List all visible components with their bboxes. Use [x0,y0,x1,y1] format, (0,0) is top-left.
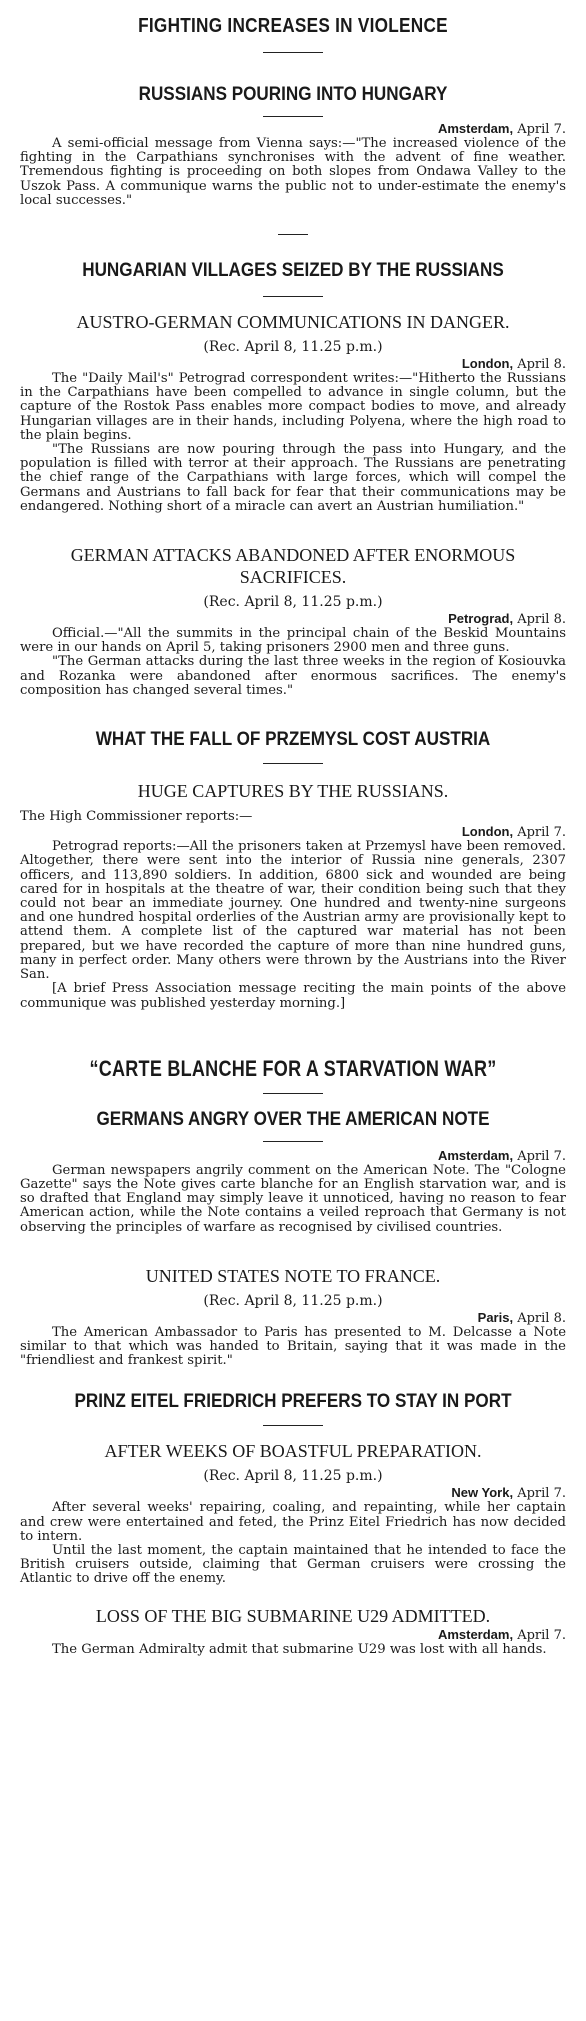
dateline [20,1627,566,1643]
secondary-headline: GERMANS ANGRY OVER THE AMERICAN NOTE [96,1108,490,1130]
dateline-place: Amsterdam, [437,1147,514,1163]
headline: HUNGARIAN VILLAGES SEIZED BY THE RUSSIANS [82,260,504,282]
article-russians-hungary [20,0,566,208]
paragraph: "The German attacks during the last three weeks in the region of Kosiouvka and Rozanka were abandoned after enormous sacrifices. The enemy's composition has changed several times." [20,654,566,698]
dateline-date: April 7. [517,1627,566,1643]
received-note: (Rec. April 8, 11.25 p.m.) [203,594,383,611]
dateline-place: New York, [451,1485,514,1501]
paragraph: [A brief Press Association message reciting the main points of the above communique was published yesterday morning.] [20,981,566,1011]
paragraph: A semi-official message from Vienna says:—"The increased violence of the fighting in the Carpathians synchronises with the advent of fine weather. Tremendous fighting is proceeding on both slopes from Ondawa Valley to the Uszok Pass. A communique warns the public not to under-estimate the enemy's local successes." [20,136,566,208]
paragraph: Official.—"All the summits in the principal chain of the Beskid Mountains were in our hands on April 5, taking prisoners 2900 men and three guns. [20,626,566,656]
paragraph: After several weeks' repairing, coaling, and repainting, while her captain and crew were entertained and feted, the Prinz Eitel Friedrich has now decided to intern. [20,1500,566,1544]
dateline-place: Petrograd, [448,611,514,627]
dateline-date: April 7. [517,825,566,841]
paragraph: "The Russians are now pouring through the pass into Hungary, and the population is filled with terror at their approach. The Russians are penetrating the chief range of the Carpathians with large forces, which will compel the Germans and Austrians to fall back for fear that their communications may be endangered. Nothing short of a miracle can avert an Austrian humiliation." [20,442,566,514]
article-german-attacks [20,544,566,698]
paragraph: German newspapers angrily comment on the American Note. The "Cologne Gazette" says the Note gives carte blanche for an English starvation war, and is so drafted that England may simply leave it unnoticed, having no reason to fear American action, while the Note contains a veiled reproach that Germany is not observing the principles of warfare as recognised by civilised countries. [20,1162,566,1235]
masthead-title: FIGHTING INCREASES IN VIOLENCE [138,15,448,37]
article-hungarian-villages [20,259,566,514]
paragraph: Until the last moment, the captain maintained that he intended to face the British cruisers outside, claiming that German cruisers were crossing the Atlantic to drive off the enemy. [20,1542,566,1587]
headline: WHAT THE FALL OF PRZEMYSL COST AUSTRIA [95,729,491,751]
article-prinz-eitel [20,1390,566,1586]
subheadline: HUGE CAPTURES BY THE RUSSIANS. [137,781,449,802]
dateline-date: April 7. [517,122,566,137]
article-przemysl [20,728,566,1011]
dateline [20,121,566,137]
article-us-note-france [20,1265,566,1369]
paragraph: The German Admiralty admit that submarine U29 was lost with all hands. [52,1641,547,1657]
dateline-date: April 8. [517,357,566,373]
headline: RUSSIANS POURING INTO HUNGARY [138,84,448,105]
paragraph: Petrograd reports:—All the prisoners taken at Przemysl have been removed. Altogether, there were sent into the interior of Russia nine generals, 2307 officers, and 113,890 soldiers. In addition, 6800 sick and wounded are being cared for in hospitals at the theatre of war, their condition being such that they could not bear an immediate journey. One hundred and twenty-nine surgeons and one hundred hospital orderlies of the Austrian army are provisionally kept to attend them. A complete list of the captured war material has not been prepared, but we have recorded the capture of more than nine hundred guns, many in perfect order. Many others were thrown by the Austrians into the River San. [20,839,566,983]
dateline-date: April 7. [517,1486,566,1502]
dateline-place: London, [461,356,514,372]
dateline [20,611,566,627]
dateline [20,1310,566,1326]
article-submarine-u29 [20,1605,566,1657]
received-note: (Rec. April 8, 11.25 p.m.) [203,1468,383,1485]
dateline [20,356,566,372]
dateline [20,824,566,840]
dateline-date: April 8. [517,612,566,628]
headline: PRINZ EITEL FRIEDRICH PREFERS TO STAY IN PORT [74,1391,512,1413]
subheadline: GERMAN ATTACKS ABANDONED AFTER ENORMOUS SACRIFICES. [70,545,516,588]
paragraph: The American Ambassador to Paris has presented to M. Delcasse a Note similar to that which was handed to Britain, saying that it was made in the "friendliest and frankest spirit." [20,1324,566,1369]
dateline [20,1485,566,1501]
received-note: (Rec. April 8, 11.25 p.m.) [203,1292,383,1309]
dateline [20,1148,566,1164]
subheadline: AUSTRO-GERMAN COMMUNICATIONS IN DANGER. [76,312,510,333]
dateline-place: Amsterdam, [437,1626,514,1642]
dateline-place: London, [461,824,514,840]
newspaper-page [20,0,566,1657]
headline: “CARTE BLANCHE FOR A STARVATION WAR” [89,1055,497,1081]
dateline-place: Amsterdam, [437,121,514,136]
dateline-date: April 7. [517,1148,566,1164]
dateline-place: Paris, [477,1309,514,1325]
dateline-date: April 8. [517,1310,566,1326]
subheadline: AFTER WEEKS OF BOASTFUL PREPARATION. [104,1441,482,1462]
intro-line: The High Commissioner reports:— [20,809,253,825]
article-carte-blanche [20,1057,566,1235]
subheadline: UNITED STATES NOTE TO FRANCE. [145,1265,441,1286]
received-note: (Rec. April 8, 11.25 p.m.) [203,339,383,356]
subheadline: LOSS OF THE BIG SUBMARINE U29 ADMITTED. [95,1605,491,1626]
paragraph: The "Daily Mail's" Petrograd correspondent writes:—"Hitherto the Russians in the Carpathians have been compelled to advance in single column, but the capture of the Rostok Pass enables more compact bodies to move, and already Hungarian villages are in their hands, including Polyena, where the high road to the plain begins. [20,371,566,443]
